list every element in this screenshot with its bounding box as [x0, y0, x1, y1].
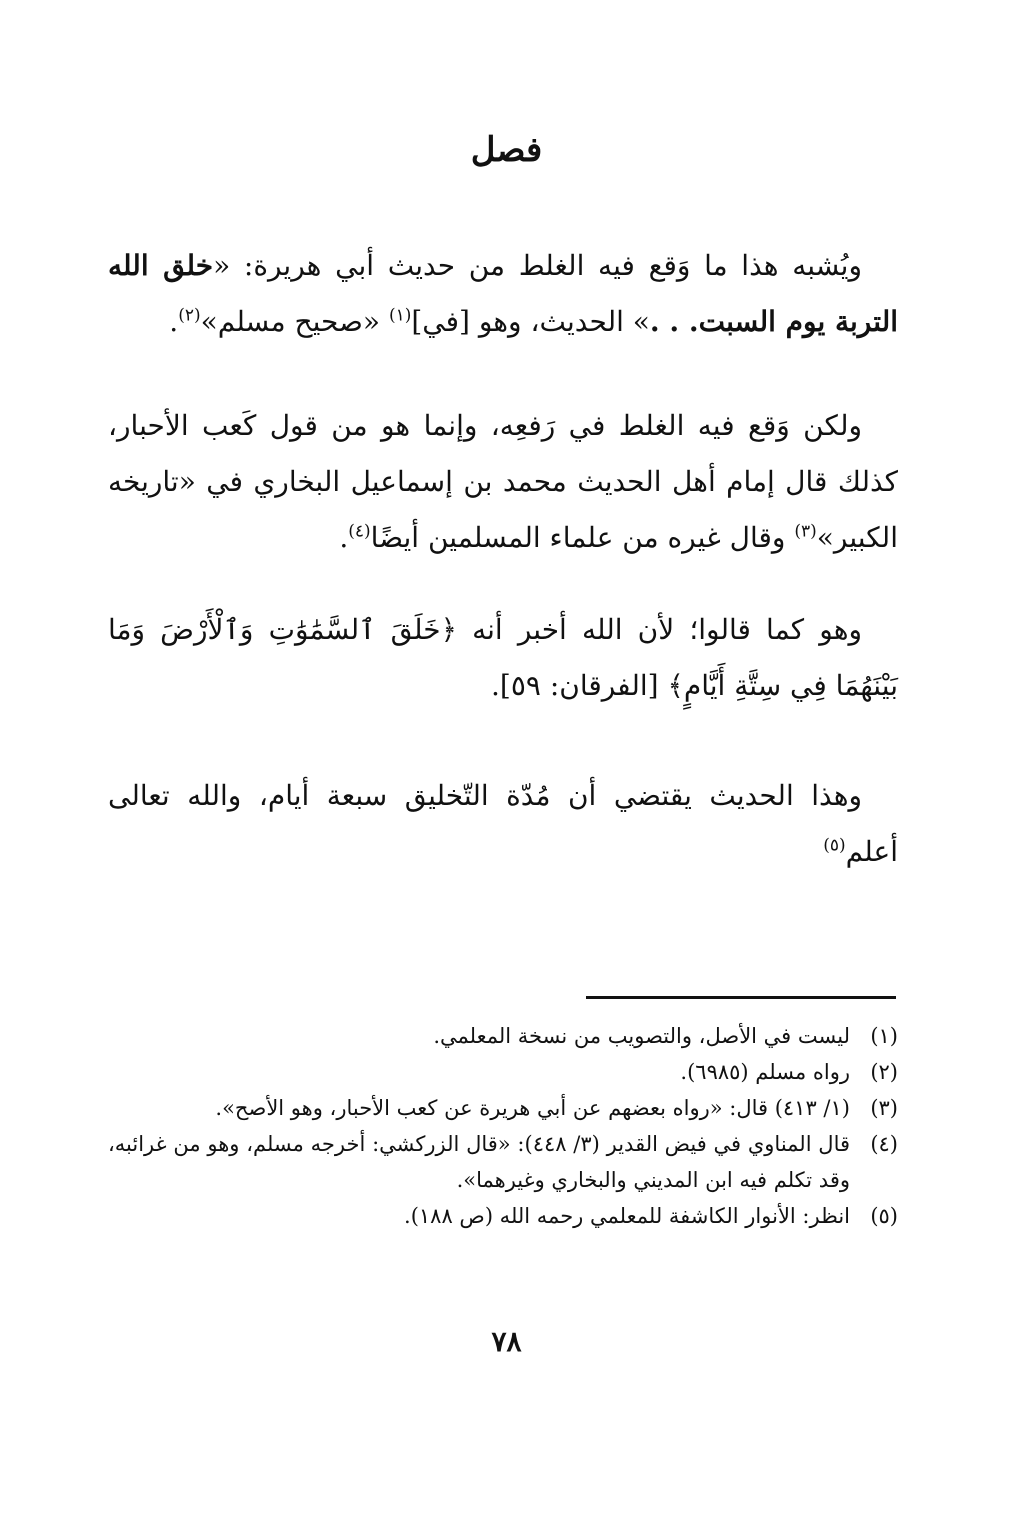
- footnote-ref-1[interactable]: (١): [388, 305, 412, 326]
- footnote-text: رواه مسلم (٦٩٨٥).: [680, 1060, 850, 1084]
- footnote-number: (٣): [870, 1096, 898, 1120]
- p1-text-e: «صحيح مسلم»: [200, 305, 389, 338]
- paragraph-3-text: وهو كما قالوا؛ لأن الله أخبر أنه ﴿خَلَقَ ٱلسَّمَٰوَٰتِ وَٱلْأَرْضَ وَمَا بَيْنَهُمَا فِي سِتَّةِ أَيَّامٍ﴾ [الفرقان: ٥٩].: [108, 613, 898, 702]
- footnote-text: قال المناوي في فيض القدير (٣/ ٤٤٨): «قال الزركشي: أخرجه مسلم، وهو من غرائبه، وقد تكلم فيه ابن المديني والبخاري وغيرهما».: [108, 1132, 851, 1192]
- footnote-item: [108, 1090, 898, 1126]
- p1-text-c: » الحديث، وهو [في]: [411, 305, 650, 338]
- p2-text-a: ولكن وَقع فيه الغلط في رَفعِه، وإنما هو من قول كَعب الأحبار، كذلك قال إمام أهل الحديث محمد بن إسماعيل البخاري في «تاريخه الكبير»: [108, 409, 898, 554]
- section-title: فصل: [470, 130, 543, 170]
- footnote-text: (١/ ٤١٣) قال: «رواه بعضهم عن أبي هريرة عن كعب الأحبار، وهو الأصح».: [215, 1096, 850, 1120]
- footnote-ref-2[interactable]: (٢): [178, 305, 201, 326]
- footnote-item: [108, 1018, 898, 1054]
- footnote-item: [108, 1198, 898, 1234]
- footnote-number: (٢): [870, 1060, 898, 1084]
- paragraph-1-text: [108, 238, 898, 350]
- paragraph-4: [108, 768, 898, 880]
- footnote-ref-5[interactable]: (٥): [823, 835, 846, 856]
- paragraph-1: [108, 238, 898, 350]
- footnote-number: (٤): [870, 1132, 898, 1156]
- footnote-text: انظر: الأنوار الكاشفة للمعلمي رحمه الله (ص ١٨٨).: [404, 1204, 850, 1228]
- footnote-divider: [586, 996, 896, 999]
- paragraph-2-text: [108, 398, 898, 566]
- footnote-item: [108, 1054, 898, 1090]
- footnote-ref-3[interactable]: (٣): [794, 521, 817, 542]
- p1-text-g: .: [169, 305, 179, 338]
- p1-text-a: ويُشبه هذا ما وَقع فيه الغلط من حديث أبي هريرة: «: [213, 249, 862, 282]
- footnotes-list: [108, 1018, 898, 1234]
- page-number: ٧٨: [491, 1325, 522, 1358]
- footnote-number: (١): [870, 1024, 898, 1048]
- p2-text-c: وقال غيره من علماء المسلمين أيضًا: [370, 521, 795, 554]
- hadith-quote: خلق الله التربة يوم السبت. . .: [108, 249, 898, 338]
- footnote-item: [108, 1126, 898, 1198]
- paragraph-2: [108, 398, 898, 566]
- paragraph-3: [108, 602, 898, 714]
- p4-text-a: وهذا الحديث يقتضي أن مُدّة التّخليق سبعة أيام، والله تعالى أعلم: [108, 779, 898, 868]
- footnote-text: ليست في الأصل، والتصويب من نسخة المعلمي.: [433, 1024, 850, 1048]
- paragraph-4-text: [108, 768, 898, 880]
- footnote-number: (٥): [870, 1204, 898, 1228]
- footnote-ref-4[interactable]: (٤): [348, 521, 371, 542]
- p2-text-e: .: [339, 521, 349, 554]
